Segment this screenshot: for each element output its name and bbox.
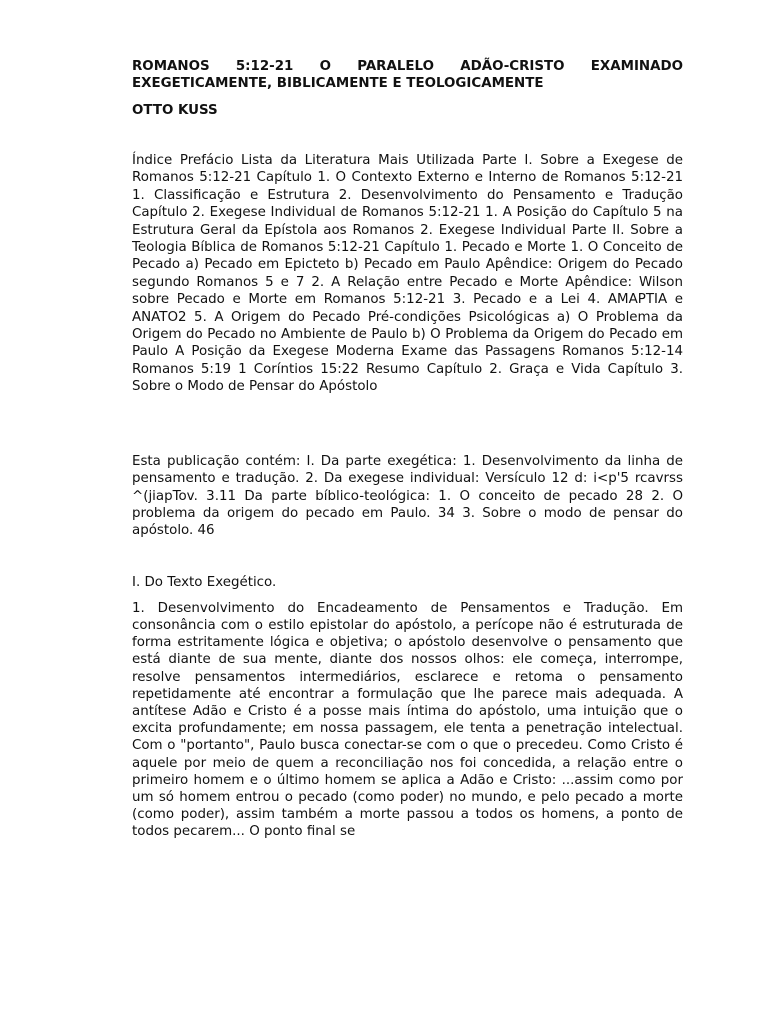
body-paragraph: 1. Desenvolvimento do Encadeamento de Pensamentos e Tradução. Em consonância com o estilo epistolar do apóstolo, a perícope não é estruturada de forma estritamente lógica e objetiva; o apóstolo desenvolve o pensamento que está diante de sua mente, diante dos nossos olhos: ele começa, interrompe, resolve pensamentos intermediários, esclarece e retoma o pensamento repetidamente até encontrar a formulação que lhe parece mais adequada. A antítese Adão e Cristo é a posse mais íntima do apóstolo, uma intuição que o excita profundamente; em nossa passagem, ele tenta a penetração intelectual. Com o "portanto", Paulo busca conectar-se com o que o precedeu. Como Cristo é aquele por meio de quem a reconciliação nos foi concedida, a relação entre o primeiro homem e o último homem se aplica a Adão e Cristo: ...assim como por um só homem entrou o pecado (como poder) no mundo, e pelo pecado a morte (como poder), assim também a morte passou a todos os homens, a ponto de todos pecarem... O ponto final se — [132, 600, 683, 840]
index-paragraph: Índice Prefácio Lista da Literatura Mais Utilizada Parte I. Sobre a Exegese de Romanos 5:12-21 Capítulo 1. O Contexto Externo e Interno de Romanos 5:12-21 1. Classificação e Estrutura 2. Desenvolvimento do Pensamento e Tradução Capítulo 2. Exegese Individual de Romanos 5:12-21 1. A Posição do Capítulo 5 na Estrutura Geral da Epístola aos Romanos 2. Exegese Individual Parte II. Sobre a Teologia Bíblica de Romanos 5:12-21 Capítulo 1. Pecado e Morte 1. O Conceito de Pecado a) Pecado em Epicteto b) Pecado em Paulo Apêndice: Origem do Pecado segundo Romanos 5 e 7 2. A Relação entre Pecado e Morte Apêndice: Wilson sobre Pecado e Morte em Romanos 5:12-21 3. Pecado e a Lei 4. AMAPTIA e ANATO2 5. A Origem do Pecado Pré-condições Psicológicas a) O Problema da Origem do Pecado no Ambiente de Paulo b) O Problema da Origem do Pecado em Paulo A Posição da Exegese Moderna Exame das Passagens Romanos 5:12-14 Romanos 5:19 1 Coríntios 15:22 Resumo Capítulo 2. Graça e Vida Capítulo 3. Sobre o Modo de Pensar do Apóstolo — [132, 153, 683, 395]
contents-paragraph: Esta publicação contém: I. Da parte exegética: 1. Desenvolvimento da linha de pensamento e tradução. 2. Da exegese individual: Versículo 12 d: i<p'5 rcavrss ^(jiapTov. 3.11 Da parte bíblico-teológica: 1. O conceito de pecado 28 2. O problema da origem do pecado em Paulo. 34 3. Sobre o modo de pensar do apóstolo. 46 — [132, 453, 683, 539]
document-page — [132, 58, 683, 841]
section-heading: I. Do Texto Exegético. — [132, 574, 277, 590]
document-title: ROMANOS 5:12-21 O PARALELO ADÃO-CRISTO EXAMINADO EXEGETICAMENTE, BIBLICAMENTE E TEOLOGICAMENTE — [132, 59, 683, 91]
document-author: OTTO KUSS — [132, 103, 218, 118]
